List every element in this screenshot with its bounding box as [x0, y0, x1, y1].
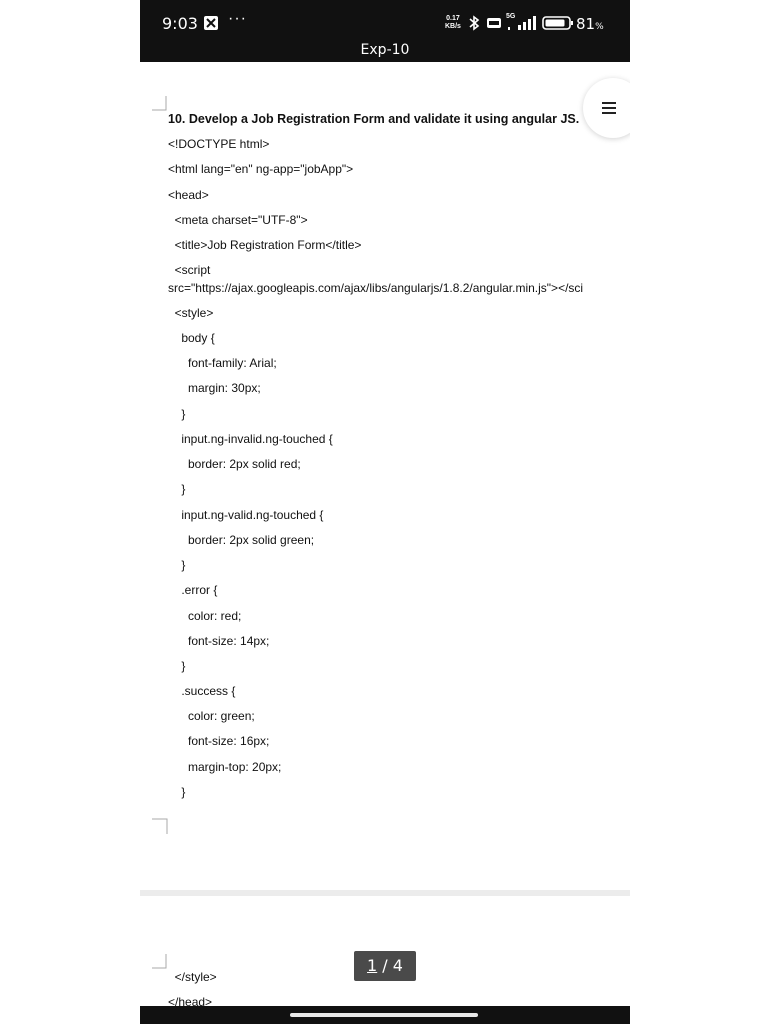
code-line: font-size: 14px;: [168, 634, 270, 648]
page-corner-mark: [152, 954, 168, 970]
code-line: }: [168, 482, 186, 496]
phone-screen: [140, 0, 630, 1024]
page-current: 1: [367, 956, 378, 975]
code-line: .error {: [168, 583, 218, 597]
code-line: <meta charset="UTF-8">: [168, 213, 308, 227]
page-corner-mark: [152, 818, 168, 834]
hamburger-menu-icon: [602, 112, 616, 114]
status-bar: [140, 0, 630, 46]
code-line: margin: 30px;: [168, 381, 261, 395]
network-speed: [445, 15, 461, 31]
signal-label: 5G: [506, 13, 516, 20]
bluetooth-icon: [468, 15, 480, 31]
code-line: <script: [168, 263, 211, 277]
code-line: <head>: [168, 188, 209, 202]
volte-icon: [486, 15, 502, 31]
page-corner-mark: [152, 96, 168, 112]
page-separator-slash: /: [377, 956, 393, 975]
signal-bars-icon: [506, 15, 536, 31]
home-indicator[interactable]: [290, 1013, 478, 1017]
code-line: }: [168, 558, 186, 572]
code-line: border: 2px solid red;: [168, 457, 301, 471]
code-line: body {: [168, 331, 215, 345]
document-title: Exp-10: [360, 42, 410, 58]
page-total: 4: [392, 956, 403, 975]
code-line: input.ng-valid.ng-touched {: [168, 508, 324, 522]
code-line: </style>: [168, 970, 217, 984]
code-line: .success {: [168, 684, 236, 698]
document-heading: 10. Develop a Job Registration Form and validate it using angular JS.: [168, 112, 580, 126]
status-overflow-dots: ···: [228, 10, 247, 27]
battery-percent-value: 81: [576, 15, 596, 33]
network-speed-value: 0.17: [446, 15, 460, 22]
ai-sparkle-icon: [203, 15, 219, 31]
code-line: font-size: 16px;: [168, 734, 270, 748]
code-line: }: [168, 659, 186, 673]
battery-percent: [576, 15, 604, 33]
code-line: }: [168, 785, 186, 799]
document-page-1[interactable]: [140, 62, 630, 890]
network-speed-unit: KB/s: [445, 23, 461, 30]
page-indicator[interactable]: [354, 951, 416, 981]
code-line: font-family: Arial;: [168, 356, 277, 370]
code-line: color: green;: [168, 709, 255, 723]
status-time: 9:03: [162, 14, 198, 33]
code-line: src="https://ajax.googleapis.com/ajax/libs/angularjs/1.8.2/angular.min.js"></sci: [168, 281, 584, 295]
title-bar: [140, 42, 630, 62]
code-line: input.ng-invalid.ng-touched {: [168, 432, 333, 446]
code-line: <title>Job Registration Form</title>: [168, 238, 362, 252]
code-line: <html lang="en" ng-app="jobApp">: [168, 162, 354, 176]
code-line: margin-top: 20px;: [168, 760, 282, 774]
code-line: }: [168, 407, 186, 421]
code-line: color: red;: [168, 609, 242, 623]
code-line: <!DOCTYPE html>: [168, 137, 270, 151]
hamburger-menu-icon: [602, 102, 616, 104]
code-line: border: 2px solid green;: [168, 533, 315, 547]
hamburger-menu-icon: [602, 107, 616, 109]
battery-icon: [542, 15, 574, 31]
code-line: <style>: [168, 306, 214, 320]
code-line: </head>: [168, 995, 213, 1006]
navigation-bar: [140, 1006, 630, 1024]
battery-percent-unit: %: [595, 22, 604, 32]
